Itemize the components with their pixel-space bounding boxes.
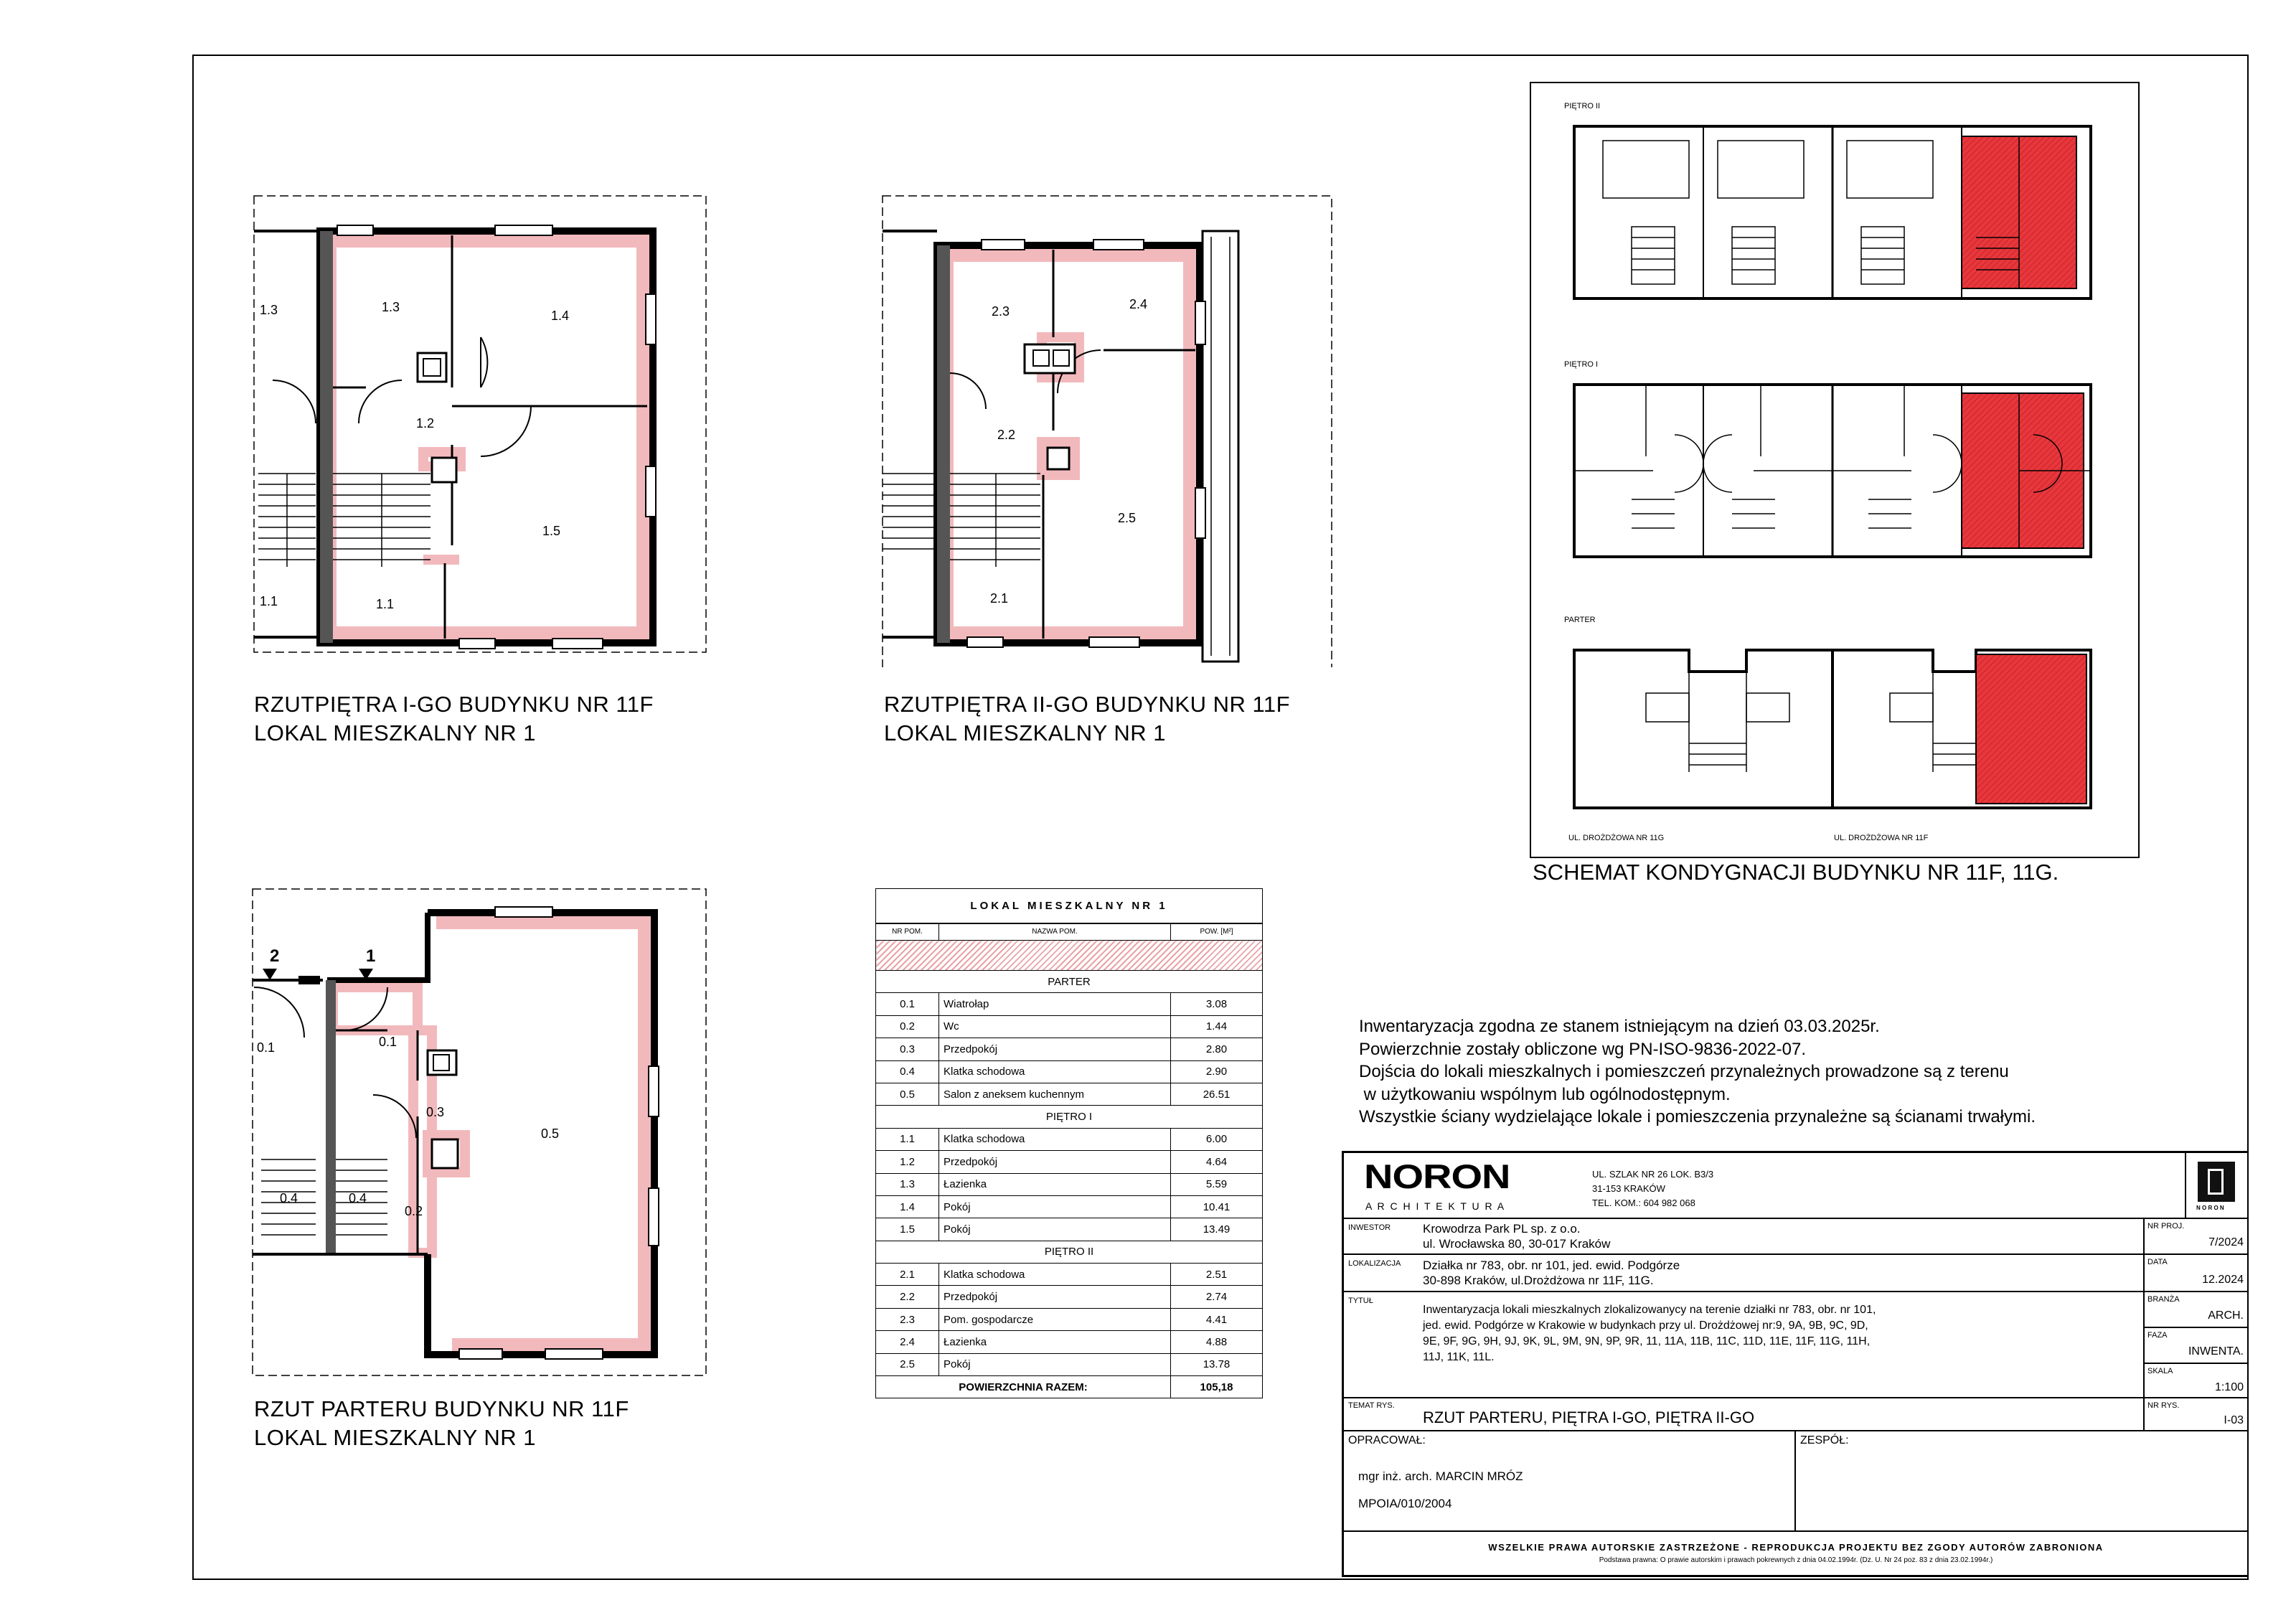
section-row bbox=[876, 1241, 1263, 1263]
address-line: TEL. KOM.: 604 982 068 bbox=[1592, 1198, 1695, 1208]
team-cell bbox=[1795, 1431, 2249, 1531]
table-row bbox=[876, 1038, 1263, 1060]
room-area: 13.49 bbox=[1171, 1218, 1263, 1241]
level-2-outline bbox=[1574, 126, 2091, 298]
table-row bbox=[876, 1151, 1263, 1173]
title-line: jed. ewid. Podgórze w Krakowie w budynkach przy ul. Drożdżowej nr:9, 9A, 9B, 9C, 9D, bbox=[1423, 1319, 1868, 1332]
plan-subtitle: LOKAL MIESZKALNY NR 1 bbox=[254, 1425, 536, 1450]
room-area: 2.74 bbox=[1171, 1286, 1263, 1308]
note-line: Powierzchnie zostały obliczone wg PN-ISO-9836-2022-07. bbox=[1359, 1039, 1806, 1059]
note-line: w użytkowaniu wspólnym lub ogólnodostępnym. bbox=[1359, 1084, 1731, 1104]
plan-subtitle: LOKAL MIESZKALNY NR 1 bbox=[254, 720, 536, 745]
room-area: 6.00 bbox=[1171, 1128, 1263, 1150]
field-label: OPRACOWAŁ: bbox=[1348, 1434, 1426, 1446]
room-number: 2.4 bbox=[876, 1331, 939, 1353]
room-label: 2.2 bbox=[997, 428, 1016, 442]
level-label: PIĘTRO II bbox=[1564, 102, 1601, 110]
level-1-outline bbox=[1574, 385, 2091, 557]
room-name: Łazienka bbox=[939, 1173, 1171, 1195]
legal-text: Podstawa prawna: O prawie autorskim i prawach pokrewnych z dnia 04.02.1994r. (Dz. U. Nr 24 poz. 83 z dnia 23.02.1994r.) bbox=[1599, 1556, 1993, 1564]
room-number: 2.2 bbox=[876, 1286, 939, 1308]
room-label: 0.1 bbox=[379, 1035, 397, 1049]
scale-cell bbox=[2144, 1363, 2249, 1398]
section-name: PIĘTRO I bbox=[876, 1106, 1263, 1128]
room-label: 0.1 bbox=[257, 1040, 276, 1055]
table-row bbox=[876, 1353, 1263, 1375]
date-cell bbox=[2144, 1254, 2249, 1292]
investor-value bbox=[1423, 1221, 1610, 1251]
room-label: 1.2 bbox=[416, 416, 435, 431]
room-number: 0.3 bbox=[876, 1038, 939, 1060]
table-row bbox=[876, 1286, 1263, 1308]
table-row bbox=[876, 1173, 1263, 1195]
hatch-legend bbox=[876, 941, 1263, 971]
column-header: NR POM. bbox=[876, 923, 939, 941]
title-value bbox=[1423, 1302, 1876, 1365]
title-row bbox=[1343, 1292, 2144, 1398]
table-row bbox=[876, 1195, 1263, 1218]
room-name: Klatka schodowa bbox=[939, 1128, 1171, 1150]
room-label: 1.4 bbox=[551, 309, 570, 323]
floor-1-plan-title bbox=[254, 690, 654, 748]
title-line: 11J, 11K, 11L. bbox=[1423, 1351, 1495, 1363]
total-label: POWIERZCHNIA RAZEM: bbox=[876, 1376, 1171, 1398]
room-label: 2.4 bbox=[1129, 297, 1148, 311]
schema-title: SCHEMAT KONDYGNACJI BUDYNKU NR 11F, 11G. bbox=[1533, 860, 2059, 885]
title-line: Inwentaryzacja lokali mieszkalnych zlokalizowanycy na terenie działki nr 783, obr. nr 101, bbox=[1423, 1304, 1876, 1316]
table-row bbox=[876, 1308, 1263, 1330]
project-number: 7/2024 bbox=[2208, 1236, 2244, 1248]
plan-title: RZUT PARTERU BUDYNKU NR 11F bbox=[254, 1396, 629, 1421]
investor-row bbox=[1343, 1218, 2144, 1254]
location-line: Działka nr 783, obr. nr 101, jed. ewid. Podgórze bbox=[1423, 1259, 1680, 1272]
room-name: Pom. gospodarcze bbox=[939, 1308, 1171, 1330]
plan-subtitle: LOKAL MIESZKALNY NR 1 bbox=[884, 720, 1166, 745]
note-line: Wszystkie ściany wydzielające lokale i pomieszczenia przynależne są ścianami trwałymi. bbox=[1359, 1107, 2036, 1126]
room-area: 2.80 bbox=[1171, 1038, 1263, 1060]
company-mark bbox=[2186, 1152, 2249, 1218]
investor-line: Krowodrza Park PL sp. z o.o. bbox=[1423, 1222, 1581, 1236]
section-row bbox=[876, 1106, 1263, 1128]
field-label: FAZA bbox=[2147, 1331, 2168, 1340]
table-row bbox=[876, 1015, 1263, 1038]
column-header: POW. [M²] bbox=[1171, 923, 1263, 941]
section-name: PARTER bbox=[876, 971, 1263, 993]
table-row bbox=[876, 1060, 1263, 1083]
ground-floor-plan bbox=[244, 887, 718, 1389]
floor-1-plan bbox=[244, 194, 718, 667]
scale-value: 1:100 bbox=[2214, 1381, 2244, 1393]
room-area: 4.41 bbox=[1171, 1308, 1263, 1330]
address-line: 31-153 KRAKÓW bbox=[1592, 1183, 1665, 1194]
room-number: 0.1 bbox=[876, 993, 939, 1015]
room-label: 1.1 bbox=[376, 597, 395, 611]
room-name: Wc bbox=[939, 1015, 1171, 1038]
level-label: PIĘTRO I bbox=[1564, 360, 1599, 369]
street-label: UL. DROŻDŻOWA NR 11G bbox=[1568, 834, 1665, 842]
room-number: 0.4 bbox=[876, 1060, 939, 1083]
room-area: 4.88 bbox=[1171, 1331, 1263, 1353]
field-label: DATA bbox=[2147, 1258, 2168, 1266]
room-area: 13.78 bbox=[1171, 1353, 1263, 1375]
field-label: LOKALIZACJA bbox=[1348, 1259, 1401, 1268]
author-license: MPOIA/010/2004 bbox=[1358, 1497, 1452, 1510]
room-area-table bbox=[875, 888, 1263, 1398]
floor-2-plan bbox=[874, 194, 1340, 667]
phase-cell bbox=[2144, 1327, 2249, 1363]
room-name: Klatka schodowa bbox=[939, 1060, 1171, 1083]
entrance-number: 1 bbox=[366, 946, 376, 966]
room-number: 2.3 bbox=[876, 1308, 939, 1330]
room-area: 1.44 bbox=[1171, 1015, 1263, 1038]
discipline-cell bbox=[2144, 1292, 2249, 1327]
level-label: PARTER bbox=[1564, 616, 1596, 624]
date-value: 12.2024 bbox=[2202, 1274, 2244, 1286]
room-label: 0.4 bbox=[280, 1191, 298, 1205]
room-number: 1.2 bbox=[876, 1151, 939, 1173]
ground-floor-plan-title bbox=[254, 1395, 629, 1452]
table-row bbox=[876, 1083, 1263, 1105]
room-number: 1.4 bbox=[876, 1195, 939, 1218]
room-area: 26.51 bbox=[1171, 1083, 1263, 1105]
room-area: 4.64 bbox=[1171, 1151, 1263, 1173]
room-area: 2.90 bbox=[1171, 1060, 1263, 1083]
room-name: Salon z aneksem kuchennym bbox=[939, 1083, 1171, 1105]
table-row bbox=[876, 1218, 1263, 1241]
room-number: 1.1 bbox=[876, 1128, 939, 1150]
author-cell bbox=[1343, 1431, 1795, 1531]
ground-level-outline bbox=[1574, 650, 2091, 808]
note-line: Dojścia do lokali mieszkalnych i pomieszczeń przynależnych prowadzone są z terenu bbox=[1359, 1062, 2009, 1081]
levels-schema-drawing bbox=[1531, 83, 2138, 857]
room-label: 0.3 bbox=[426, 1105, 445, 1119]
section-row bbox=[876, 971, 1263, 993]
table-row bbox=[876, 993, 1263, 1015]
room-label: 1.3 bbox=[382, 300, 400, 314]
room-name: Pokój bbox=[939, 1353, 1171, 1375]
table-row bbox=[876, 1331, 1263, 1353]
investor-line: ul. Wrocławska 80, 30-017 Kraków bbox=[1423, 1237, 1611, 1251]
room-area: 5.59 bbox=[1171, 1173, 1263, 1195]
room-number: 0.2 bbox=[876, 1015, 939, 1038]
room-name: Przedpokój bbox=[939, 1286, 1171, 1308]
room-area: 10.41 bbox=[1171, 1195, 1263, 1218]
room-label: 0.2 bbox=[405, 1204, 423, 1218]
floor-2-plan-title bbox=[884, 690, 1290, 748]
note-line: Inwentaryzacja zgodna ze stanem istniejącym na dzień 03.03.2025r. bbox=[1359, 1017, 1880, 1036]
field-label: BRANŻA bbox=[2147, 1295, 2180, 1304]
table-row bbox=[876, 1264, 1263, 1286]
address-line: UL. SZLAK NR 26 LOK. B3/3 bbox=[1592, 1169, 1714, 1180]
field-label: INWESTOR bbox=[1348, 1223, 1391, 1232]
discipline-value: ARCH. bbox=[2208, 1309, 2244, 1322]
project-number-cell bbox=[2144, 1218, 2249, 1254]
room-label: 0.5 bbox=[541, 1126, 560, 1141]
room-name: Łazienka bbox=[939, 1331, 1171, 1353]
room-label: 1.5 bbox=[542, 524, 561, 538]
phase-value: INWENTA. bbox=[2188, 1345, 2244, 1358]
room-name: Wiatrołap bbox=[939, 993, 1171, 1015]
field-label: NR PROJ. bbox=[2147, 1222, 2185, 1231]
column-header: NAZWA POM. bbox=[939, 923, 1171, 941]
field-label: SKALA bbox=[2147, 1367, 2173, 1375]
room-label: 1.1 bbox=[260, 594, 278, 608]
entrance-number: 2 bbox=[270, 946, 280, 966]
copyright-text: WSZELKIE PRAWA AUTORSKIE ZASTRZEŻONE - REPRODUKCJA PROJEKTU BEZ ZGODY AUTORÓW ZABRONIONA bbox=[1488, 1542, 2104, 1553]
company-header bbox=[1343, 1152, 2186, 1218]
room-name: Przedpokój bbox=[939, 1038, 1171, 1060]
drawing-number-cell bbox=[2144, 1398, 2249, 1431]
room-label: 2.3 bbox=[992, 304, 1010, 319]
table-row bbox=[876, 1128, 1263, 1150]
room-label: 0.4 bbox=[349, 1191, 367, 1205]
logo-mark-text: N O R O N bbox=[2196, 1205, 2224, 1211]
drawing-subject-row bbox=[1343, 1398, 2144, 1431]
author-value bbox=[1358, 1463, 1523, 1518]
table-title: LOKAL MIESZKALNY NR 1 bbox=[876, 889, 1263, 923]
location-line: 30-898 Kraków, ul.Drożdżowa nr 11F, 11G. bbox=[1423, 1274, 1654, 1287]
field-label: NR RYS. bbox=[2147, 1401, 2180, 1410]
street-label: UL. DROŻDŻOWA NR 11F bbox=[1834, 834, 1929, 842]
field-label: TEMAT RYS. bbox=[1348, 1401, 1395, 1410]
total-value: 105,18 bbox=[1171, 1376, 1263, 1398]
room-number: 1.5 bbox=[876, 1218, 939, 1241]
inventory-notes bbox=[1359, 1015, 2036, 1129]
section-name: PIĘTRO II bbox=[876, 1241, 1263, 1263]
room-label: 2.1 bbox=[990, 591, 1009, 606]
room-name: Klatka schodowa bbox=[939, 1264, 1171, 1286]
plan-title: RZUTPIĘTRA I-GO BUDYNKU NR 11F bbox=[254, 692, 654, 717]
title-line: 9E, 9F, 9G, 9H, 9J, 9K, 9L, 9M, 9N, 9P, 9R, 11, 11A, 11B, 11C, 11D, 11E, 11F, 11G, 11H, bbox=[1423, 1335, 1871, 1347]
room-area: 3.08 bbox=[1171, 993, 1263, 1015]
author-name: mgr inż. arch. MARCIN MRÓZ bbox=[1358, 1469, 1523, 1483]
room-label: 1.3 bbox=[260, 303, 278, 317]
room-area: 2.51 bbox=[1171, 1264, 1263, 1286]
location-row bbox=[1343, 1254, 2144, 1292]
room-number: 0.5 bbox=[876, 1083, 939, 1105]
room-name: Pokój bbox=[939, 1218, 1171, 1241]
room-number: 2.5 bbox=[876, 1353, 939, 1375]
plan-title: RZUTPIĘTRA II-GO BUDYNKU NR 11F bbox=[884, 692, 1291, 717]
drawing-subject: RZUT PARTERU, PIĘTRA I-GO, PIĘTRA II-GO bbox=[1423, 1408, 1755, 1426]
room-number: 2.1 bbox=[876, 1264, 939, 1286]
title-block bbox=[1342, 1151, 2249, 1577]
room-label: 2.5 bbox=[1118, 511, 1137, 525]
logo-mark-icon bbox=[2198, 1162, 2235, 1202]
drawing-number: I-03 bbox=[2224, 1414, 2244, 1426]
company-address bbox=[1592, 1167, 1713, 1210]
company-subtitle: A R C H I T E K T U R A bbox=[1365, 1200, 1506, 1212]
room-name: Pokój bbox=[939, 1195, 1171, 1218]
location-value bbox=[1423, 1258, 1680, 1288]
room-name: Przedpokój bbox=[939, 1151, 1171, 1173]
copyright-footer bbox=[1343, 1531, 2249, 1576]
room-number: 1.3 bbox=[876, 1173, 939, 1195]
company-logo: NORON bbox=[1364, 1157, 1510, 1196]
levels-schema-frame bbox=[1530, 82, 2140, 858]
room-rows bbox=[876, 971, 1263, 1376]
field-label: TYTUŁ bbox=[1348, 1297, 1373, 1305]
field-label: ZESPÓŁ: bbox=[1800, 1434, 1849, 1446]
